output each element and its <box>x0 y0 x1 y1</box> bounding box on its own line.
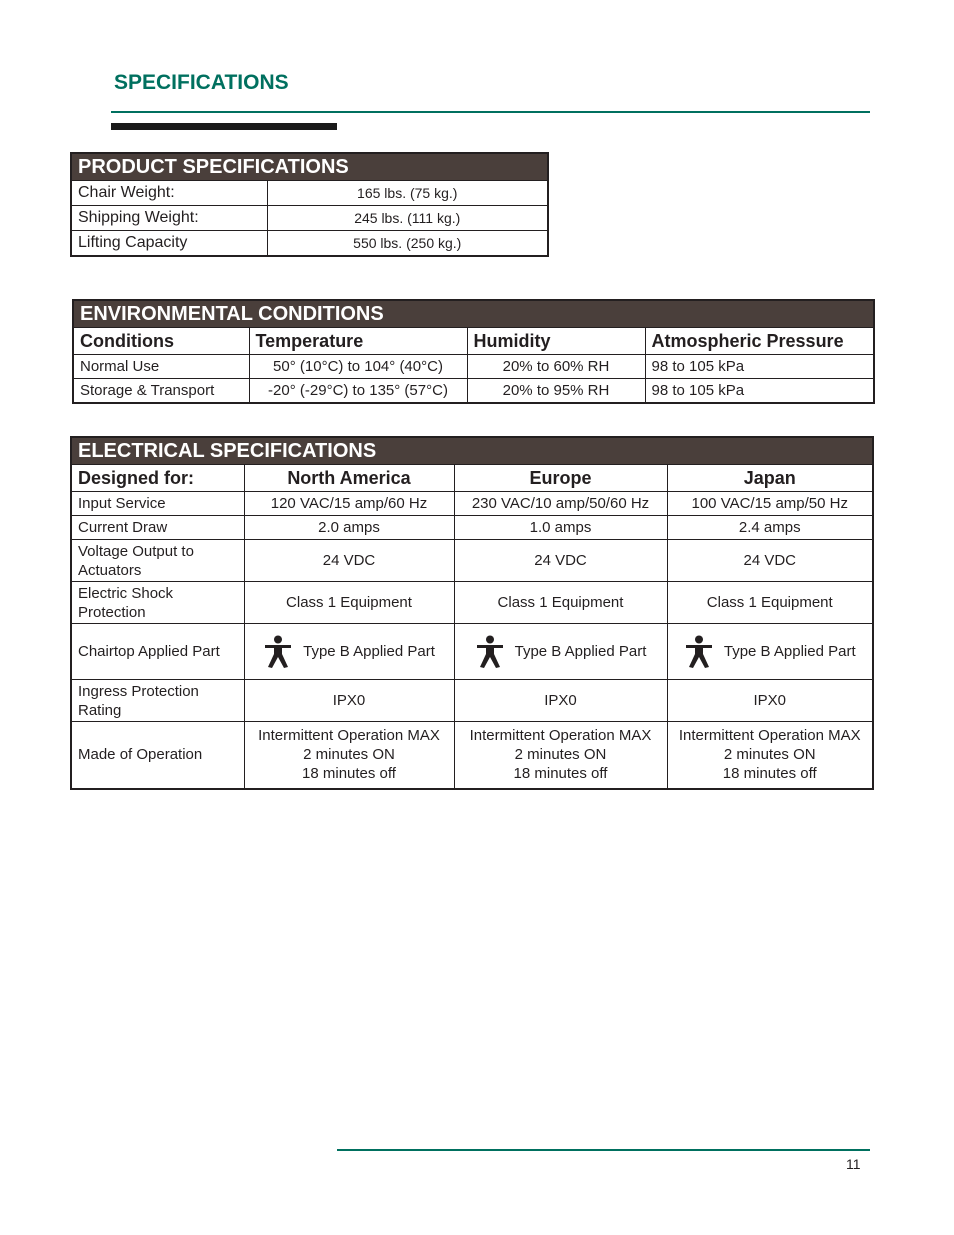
operation-line: 2 minutes ON <box>303 746 395 764</box>
table-row <box>73 355 874 379</box>
row-label <box>71 540 244 582</box>
column-header: Temperature <box>249 328 467 355</box>
temperature-cell: 50° (10°C) to 104° (40°C) <box>249 355 467 379</box>
value-cell <box>667 624 873 680</box>
column-header: Atmospheric Pressure <box>645 328 874 355</box>
condition-cell: Normal Use <box>73 355 249 379</box>
value-cell <box>454 722 667 789</box>
row-label <box>71 582 244 624</box>
row-label-line: Actuators <box>78 561 142 579</box>
column-header: Conditions <box>73 328 249 355</box>
value-cell: IPX0 <box>244 680 454 722</box>
table-row <box>71 231 548 257</box>
spec-value: 165 lbs. (75 kg.) <box>267 181 548 206</box>
table-row <box>73 379 874 404</box>
type-b-applied-part-icon <box>263 635 293 669</box>
condition-cell: Storage & Transport <box>73 379 249 404</box>
value-cell: Class 1 Equipment <box>244 582 454 624</box>
row-label: Chairtop Applied Part <box>71 624 244 680</box>
spec-value: 550 lbs. (250 kg.) <box>267 231 548 257</box>
applied-part-label: Type B Applied Part <box>514 643 647 660</box>
value-cell: IPX0 <box>667 680 873 722</box>
environmental-conditions-table <box>72 299 875 404</box>
column-header: North America <box>244 465 454 492</box>
row-label-line: Protection <box>78 603 146 621</box>
column-header: Europe <box>454 465 667 492</box>
value-cell: Class 1 Equipment <box>667 582 873 624</box>
environmental-conditions-heading: ENVIRONMENTAL CONDITIONS <box>73 300 874 328</box>
electrical-specifications-heading: ELECTRICAL SPECIFICATIONS <box>71 437 873 465</box>
operation-line: Intermittent Operation MAX <box>258 727 440 745</box>
temperature-cell: -20° (-29°C) to 135° (57°C) <box>249 379 467 404</box>
page-title: SPECIFICATIONS <box>114 71 289 94</box>
spec-label: Shipping Weight: <box>71 206 267 231</box>
product-specifications-heading: PRODUCT SPECIFICATIONS <box>71 153 548 181</box>
row-label: Current Draw <box>71 516 244 540</box>
value-cell: 24 VDC <box>244 540 454 582</box>
column-header: Designed for: <box>71 465 244 492</box>
value-cell <box>667 722 873 789</box>
column-header: Japan <box>667 465 873 492</box>
row-label-line: Ingress Protection <box>78 682 199 700</box>
operation-line: 18 minutes off <box>722 765 817 783</box>
title-rule <box>111 111 870 113</box>
table-row <box>71 722 873 789</box>
title-accent-bar <box>111 123 337 130</box>
page-number: 11 <box>846 1156 861 1172</box>
table-row <box>71 582 873 624</box>
product-specifications-table <box>70 152 549 257</box>
applied-part-label: Type B Applied Part <box>303 643 435 660</box>
value-cell: 230 VAC/10 amp/50/60 Hz <box>454 492 667 516</box>
value-cell <box>244 624 454 680</box>
type-b-applied-part-icon <box>684 635 714 669</box>
electrical-specifications-table <box>70 436 874 790</box>
pressure-cell: 98 to 105 kPa <box>645 379 874 404</box>
table-row <box>71 492 873 516</box>
column-header: Humidity <box>467 328 645 355</box>
value-cell: 2.4 amps <box>667 516 873 540</box>
row-label: Made of Operation <box>71 722 244 789</box>
value-cell: Class 1 Equipment <box>454 582 667 624</box>
row-label: Input Service <box>71 492 244 516</box>
value-cell: 24 VDC <box>454 540 667 582</box>
row-label-line: Rating <box>78 701 122 719</box>
value-cell: 2.0 amps <box>244 516 454 540</box>
value-cell: 1.0 amps <box>454 516 667 540</box>
table-row <box>71 680 873 722</box>
humidity-cell: 20% to 60% RH <box>467 355 645 379</box>
spec-value: 245 lbs. (111 kg.) <box>267 206 548 231</box>
value-cell <box>244 722 454 789</box>
operation-line: Intermittent Operation MAX <box>678 727 861 745</box>
type-b-applied-part-icon <box>475 635 505 669</box>
operation-line: 2 minutes ON <box>723 746 816 764</box>
table-row <box>71 624 873 680</box>
operation-line: 18 minutes off <box>302 765 396 783</box>
row-label-line: Electric Shock <box>78 584 174 602</box>
row-label <box>71 680 244 722</box>
pressure-cell: 98 to 105 kPa <box>645 355 874 379</box>
value-cell <box>454 624 667 680</box>
table-row <box>71 181 548 206</box>
spec-label: Lifting Capacity <box>71 231 267 257</box>
table-row <box>71 540 873 582</box>
operation-line: 2 minutes ON <box>514 746 607 764</box>
humidity-cell: 20% to 95% RH <box>467 379 645 404</box>
value-cell: 120 VAC/15 amp/60 Hz <box>244 492 454 516</box>
footer-rule <box>337 1149 870 1151</box>
row-label-line: Voltage Output to <box>78 542 194 560</box>
table-row <box>71 516 873 540</box>
operation-line: 18 minutes off <box>513 765 608 783</box>
table-row <box>71 206 548 231</box>
value-cell: 100 VAC/15 amp/50 Hz <box>667 492 873 516</box>
operation-line: Intermittent Operation MAX <box>469 727 652 745</box>
spec-label: Chair Weight: <box>71 181 267 206</box>
value-cell: 24 VDC <box>667 540 873 582</box>
value-cell: IPX0 <box>454 680 667 722</box>
applied-part-label: Type B Applied Part <box>723 643 856 660</box>
